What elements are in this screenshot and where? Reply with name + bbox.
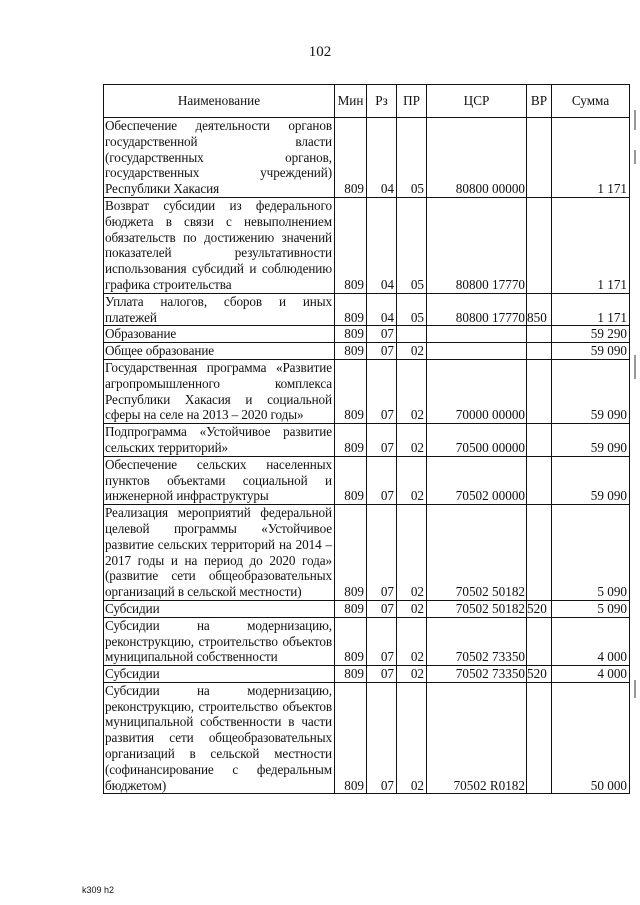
table-row bbox=[104, 600, 630, 617]
table-header-row bbox=[104, 85, 630, 118]
cell-vr bbox=[527, 456, 552, 504]
cell-sum: 1 171 bbox=[552, 118, 630, 198]
cell-csr: 70502 50182 bbox=[427, 505, 527, 601]
cell-min: 809 bbox=[335, 293, 367, 326]
scan-edge-mark bbox=[634, 110, 636, 130]
cell-pr bbox=[397, 326, 427, 343]
cell-vr bbox=[527, 617, 552, 665]
header-rz: Рз bbox=[367, 85, 397, 118]
cell-min: 809 bbox=[335, 617, 367, 665]
cell-rz: 07 bbox=[367, 600, 397, 617]
table-row bbox=[104, 456, 630, 504]
cell-csr bbox=[427, 326, 527, 343]
cell-name: Образование bbox=[104, 326, 335, 343]
cell-min: 809 bbox=[335, 424, 367, 457]
cell-sum: 59 290 bbox=[552, 326, 630, 343]
cell-csr: 80800 00000 bbox=[427, 118, 527, 198]
cell-name: Обеспечение сельских населенных пунктов объектами социальной и инженерной инфраструктуры bbox=[104, 456, 335, 504]
cell-name: Субсидии на модернизацию, реконструкцию, строительство объектов муниципальной собственности в части развития сети общеобразовательных организаций в сельской местности (софинансирование с федеральным бюджетом) bbox=[104, 682, 335, 794]
cell-name: Субсидии bbox=[104, 666, 335, 683]
cell-pr: 05 bbox=[397, 293, 427, 326]
cell-min: 809 bbox=[335, 600, 367, 617]
cell-min: 809 bbox=[335, 343, 367, 360]
cell-vr bbox=[527, 424, 552, 457]
cell-min: 809 bbox=[335, 197, 367, 293]
cell-vr bbox=[527, 326, 552, 343]
cell-pr: 02 bbox=[397, 456, 427, 504]
cell-sum: 5 090 bbox=[552, 505, 630, 601]
cell-name: Общее образование bbox=[104, 343, 335, 360]
cell-vr bbox=[527, 118, 552, 198]
cell-csr: 70502 73350 bbox=[427, 617, 527, 665]
cell-rz: 07 bbox=[367, 456, 397, 504]
cell-pr: 05 bbox=[397, 197, 427, 293]
header-pr: ПР bbox=[397, 85, 427, 118]
cell-min: 809 bbox=[335, 666, 367, 683]
cell-pr: 02 bbox=[397, 617, 427, 665]
table-row bbox=[104, 293, 630, 326]
table-row bbox=[104, 343, 630, 360]
header-vr: ВР bbox=[527, 85, 552, 118]
table-row bbox=[104, 197, 630, 293]
cell-vr: 520 bbox=[527, 666, 552, 683]
cell-sum: 4 000 bbox=[552, 666, 630, 683]
cell-rz: 07 bbox=[367, 424, 397, 457]
header-name: Наименование bbox=[104, 85, 335, 118]
cell-sum: 50 000 bbox=[552, 682, 630, 794]
cell-pr: 02 bbox=[397, 666, 427, 683]
cell-rz: 07 bbox=[367, 505, 397, 601]
cell-rz: 04 bbox=[367, 293, 397, 326]
cell-csr: 70502 50182 bbox=[427, 600, 527, 617]
cell-sum: 4 000 bbox=[552, 617, 630, 665]
cell-min: 809 bbox=[335, 456, 367, 504]
cell-vr bbox=[527, 359, 552, 423]
cell-csr bbox=[427, 343, 527, 360]
cell-min: 809 bbox=[335, 682, 367, 794]
cell-csr: 70502 00000 bbox=[427, 456, 527, 504]
cell-name: Уплата налогов, сборов и иных платежей bbox=[104, 293, 335, 326]
cell-csr: 80800 17770 bbox=[427, 293, 527, 326]
cell-min: 809 bbox=[335, 118, 367, 198]
cell-sum: 5 090 bbox=[552, 600, 630, 617]
cell-rz: 04 bbox=[367, 197, 397, 293]
cell-csr: 70502 R0182 bbox=[427, 682, 527, 794]
table-row bbox=[104, 666, 630, 683]
cell-sum: 59 090 bbox=[552, 343, 630, 360]
cell-vr bbox=[527, 505, 552, 601]
table-row bbox=[104, 505, 630, 601]
cell-name: Обеспечение деятельности органов государственной власти (государственных органов, государственных учреждений) Республики Хакасия bbox=[104, 118, 335, 198]
cell-vr bbox=[527, 343, 552, 360]
table-row bbox=[104, 682, 630, 794]
cell-pr: 05 bbox=[397, 118, 427, 198]
cell-csr: 70502 73350 bbox=[427, 666, 527, 683]
cell-min: 809 bbox=[335, 359, 367, 423]
header-min: Мин bbox=[335, 85, 367, 118]
cell-pr: 02 bbox=[397, 424, 427, 457]
cell-csr: 70000 00000 bbox=[427, 359, 527, 423]
cell-name: Субсидии на модернизацию, реконструкцию, строительство объектов муниципальной собственности bbox=[104, 617, 335, 665]
cell-vr: 520 bbox=[527, 600, 552, 617]
page-number: 102 bbox=[308, 44, 332, 60]
cell-rz: 07 bbox=[367, 682, 397, 794]
footer-code: k309 h2 bbox=[82, 885, 115, 895]
cell-rz: 07 bbox=[367, 359, 397, 423]
cell-min: 809 bbox=[335, 326, 367, 343]
table-row bbox=[104, 424, 630, 457]
table-row bbox=[104, 326, 630, 343]
cell-min: 809 bbox=[335, 505, 367, 601]
cell-name: Подпрограмма «Устойчивое развитие сельских территорий» bbox=[104, 424, 335, 457]
scan-edge-mark bbox=[634, 150, 636, 164]
table-row bbox=[104, 118, 630, 198]
scan-edge-mark bbox=[634, 680, 636, 698]
cell-name: Государственная программа «Развитие агропромышленного комплекса Республики Хакасия и социальной сферы на селе на 2013 – 2020 годы» bbox=[104, 359, 335, 423]
cell-rz: 07 bbox=[367, 617, 397, 665]
budget-table bbox=[103, 84, 630, 794]
cell-pr: 02 bbox=[397, 600, 427, 617]
table-row bbox=[104, 359, 630, 423]
cell-sum: 1 171 bbox=[552, 293, 630, 326]
header-sum: Сумма bbox=[552, 85, 630, 118]
table-row bbox=[104, 617, 630, 665]
cell-csr: 80800 17770 bbox=[427, 197, 527, 293]
cell-rz: 07 bbox=[367, 666, 397, 683]
cell-rz: 07 bbox=[367, 343, 397, 360]
cell-vr bbox=[527, 197, 552, 293]
cell-vr bbox=[527, 682, 552, 794]
cell-name: Субсидии bbox=[104, 600, 335, 617]
cell-pr: 02 bbox=[397, 343, 427, 360]
cell-name: Возврат субсидии из федерального бюджета в связи с невыполнением обязательств по достижению значений показателей результативности использования субсидий и соблюдению графика строительства bbox=[104, 197, 335, 293]
cell-sum: 59 090 bbox=[552, 359, 630, 423]
cell-sum: 1 171 bbox=[552, 197, 630, 293]
cell-vr: 850 bbox=[527, 293, 552, 326]
cell-pr: 02 bbox=[397, 682, 427, 794]
cell-sum: 59 090 bbox=[552, 456, 630, 504]
cell-pr: 02 bbox=[397, 505, 427, 601]
cell-sum: 59 090 bbox=[552, 424, 630, 457]
cell-rz: 07 bbox=[367, 326, 397, 343]
header-csr: ЦСР bbox=[427, 85, 527, 118]
scan-edge-mark bbox=[634, 355, 636, 379]
cell-pr: 02 bbox=[397, 359, 427, 423]
cell-rz: 04 bbox=[367, 118, 397, 198]
cell-csr: 70500 00000 bbox=[427, 424, 527, 457]
cell-name: Реализация мероприятий федеральной целевой программы «Устойчивое развитие сельских территорий на 2014 – 2017 годы и на период до 2020 года» (развитие сети общеобразовательных организаций в сельской местности) bbox=[104, 505, 335, 601]
